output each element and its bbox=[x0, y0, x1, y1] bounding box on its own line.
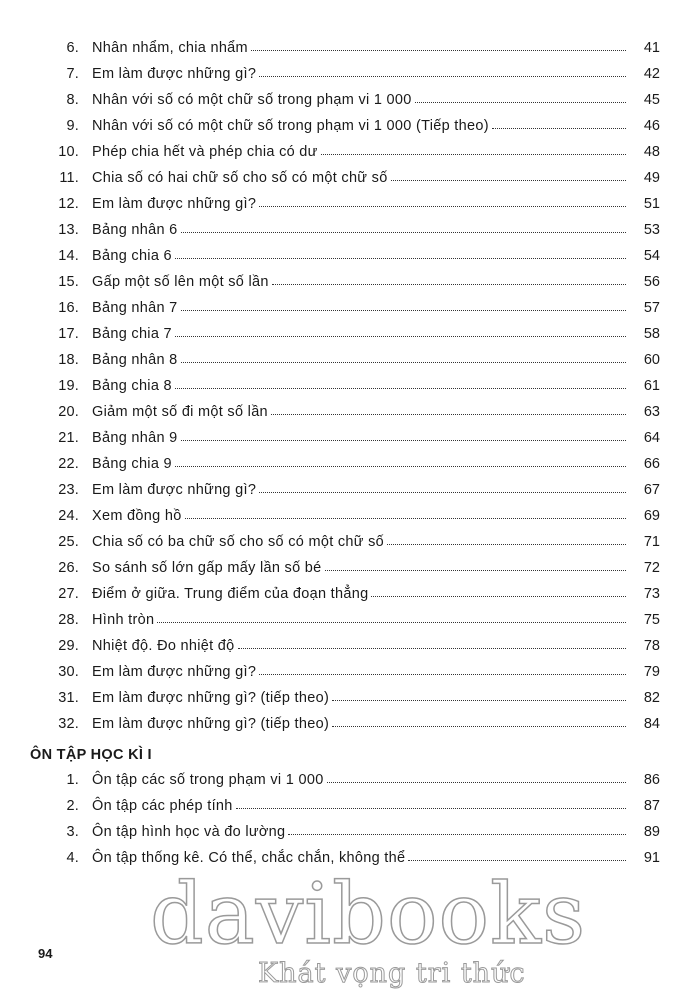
toc-entry bbox=[30, 218, 660, 244]
entry-number: 9. bbox=[66, 118, 79, 134]
entry-label-wrap bbox=[92, 664, 626, 680]
entry-title: Xem đồng hồ bbox=[92, 508, 182, 524]
toc-entry bbox=[30, 322, 660, 348]
dot-leader bbox=[391, 179, 626, 181]
toc-entries-part-2 bbox=[30, 768, 660, 872]
dot-leader bbox=[181, 231, 626, 233]
dot-leader bbox=[185, 517, 626, 519]
dot-leader bbox=[371, 595, 626, 597]
entry-number: 29. bbox=[58, 638, 79, 654]
entry-label-wrap bbox=[92, 118, 626, 134]
entry-title: Bảng nhân 6 bbox=[92, 222, 178, 238]
entry-label-wrap bbox=[92, 508, 626, 524]
entry-number: 23. bbox=[58, 482, 79, 498]
entry-page-number: 66 bbox=[643, 456, 660, 472]
dot-leader bbox=[415, 101, 626, 103]
watermark-tagline: Khát vọng tri thức bbox=[258, 958, 526, 989]
entry-page-number: 82 bbox=[643, 690, 660, 706]
entry-page-number: 84 bbox=[643, 716, 660, 732]
toc-entry bbox=[30, 244, 660, 270]
entry-label-wrap bbox=[92, 586, 626, 602]
dot-leader bbox=[259, 75, 626, 77]
toc-entry bbox=[30, 114, 660, 140]
dot-leader bbox=[157, 621, 626, 623]
entry-label-wrap bbox=[92, 430, 626, 446]
entry-page-number: 48 bbox=[643, 144, 660, 160]
entry-title: Phép chia hết và phép chia có dư bbox=[92, 144, 318, 160]
toc-entry bbox=[30, 296, 660, 322]
dot-leader bbox=[327, 781, 626, 783]
toc-entry bbox=[30, 62, 660, 88]
toc-entry bbox=[30, 556, 660, 582]
toc-entry bbox=[30, 374, 660, 400]
toc-entry bbox=[30, 608, 660, 634]
entry-page-number: 42 bbox=[643, 66, 660, 82]
entry-page-number: 87 bbox=[643, 798, 660, 814]
toc-entry bbox=[30, 686, 660, 712]
dot-leader bbox=[238, 647, 626, 649]
entry-title: Bảng nhân 9 bbox=[92, 430, 178, 446]
entry-page-number: 58 bbox=[643, 326, 660, 342]
toc-entry bbox=[30, 794, 660, 820]
entry-title: Bảng nhân 7 bbox=[92, 300, 178, 316]
entry-number: 16. bbox=[58, 300, 79, 316]
entry-number: 22. bbox=[58, 456, 79, 472]
dot-leader bbox=[325, 569, 627, 571]
entry-number: 11. bbox=[59, 170, 79, 186]
entry-page-number: 54 bbox=[643, 248, 660, 264]
entry-label-wrap bbox=[92, 92, 626, 108]
entry-number: 4. bbox=[66, 850, 79, 866]
entry-title: Chia số có ba chữ số cho số có một chữ số bbox=[92, 534, 385, 550]
table-of-contents bbox=[30, 36, 660, 872]
entry-label-wrap bbox=[92, 612, 626, 628]
entry-label-wrap bbox=[92, 404, 626, 420]
entry-title: Em làm được những gì? bbox=[92, 66, 257, 82]
entry-title: So sánh số lớn gấp mấy lần số bé bbox=[92, 560, 322, 576]
toc-entry bbox=[30, 660, 660, 686]
entry-number: 25. bbox=[58, 534, 79, 550]
entry-title: Ôn tập thống kê. Có thể, chắc chắn, không thể bbox=[92, 850, 406, 866]
entry-label-wrap bbox=[92, 274, 626, 290]
entry-number: 15. bbox=[58, 274, 79, 290]
dot-leader bbox=[271, 413, 626, 415]
entry-number: 6. bbox=[66, 40, 79, 56]
entry-page-number: 53 bbox=[643, 222, 660, 238]
entry-label-wrap bbox=[92, 326, 626, 342]
entry-title: Em làm được những gì? bbox=[92, 196, 257, 212]
entry-number: 7. bbox=[66, 66, 79, 82]
section-title: ÔN TẬP HỌC KÌ I bbox=[30, 747, 152, 763]
entry-number: 31. bbox=[58, 690, 79, 706]
dot-leader bbox=[408, 859, 626, 861]
dot-leader bbox=[387, 543, 626, 545]
entry-page-number: 72 bbox=[643, 560, 660, 576]
dot-leader bbox=[175, 387, 626, 389]
entry-title: Chia số có hai chữ số cho số có một chữ số bbox=[92, 170, 388, 186]
dot-leader bbox=[175, 257, 626, 259]
entry-number: 17. bbox=[58, 326, 79, 342]
dot-leader bbox=[259, 491, 626, 493]
entry-number: 21. bbox=[58, 430, 79, 446]
entry-page-number: 60 bbox=[643, 352, 660, 368]
entry-label-wrap bbox=[92, 456, 626, 472]
entry-label-wrap bbox=[92, 798, 626, 814]
entry-title: Em làm được những gì? bbox=[92, 664, 257, 680]
entry-page-number: 89 bbox=[643, 824, 660, 840]
entry-page-number: 91 bbox=[643, 850, 660, 866]
entry-page-number: 64 bbox=[643, 430, 660, 446]
entry-page-number: 75 bbox=[643, 612, 660, 628]
entry-label-wrap bbox=[92, 824, 626, 840]
entry-number: 8. bbox=[66, 92, 79, 108]
entry-page-number: 49 bbox=[643, 170, 660, 186]
dot-leader bbox=[175, 335, 626, 337]
entry-number: 12. bbox=[58, 196, 79, 212]
entry-page-number: 73 bbox=[643, 586, 660, 602]
entry-title: Nhân với số có một chữ số trong phạm vi 1 000 bbox=[92, 92, 412, 108]
entry-title: Bảng chia 7 bbox=[92, 326, 172, 342]
toc-entry bbox=[30, 140, 660, 166]
entry-label-wrap bbox=[92, 352, 626, 368]
entry-page-number: 56 bbox=[643, 274, 660, 290]
entry-page-number: 79 bbox=[643, 664, 660, 680]
toc-entry bbox=[30, 452, 660, 478]
dot-leader bbox=[181, 361, 626, 363]
dot-leader bbox=[332, 699, 626, 701]
dot-leader bbox=[332, 725, 626, 727]
toc-entries-part-1 bbox=[30, 36, 660, 738]
dot-leader bbox=[259, 205, 626, 207]
entry-number: 28. bbox=[58, 612, 79, 628]
entry-title: Điểm ở giữa. Trung điểm của đoạn thẳng bbox=[92, 586, 369, 602]
toc-entry bbox=[30, 426, 660, 452]
dot-leader bbox=[272, 283, 626, 285]
entry-label-wrap bbox=[92, 772, 626, 788]
entry-title: Bảng nhân 8 bbox=[92, 352, 178, 368]
entry-number: 3. bbox=[66, 824, 79, 840]
entry-number: 24. bbox=[58, 508, 79, 524]
entry-number: 20. bbox=[58, 404, 79, 420]
entry-title: Bảng chia 9 bbox=[92, 456, 172, 472]
dot-leader bbox=[181, 439, 626, 441]
entry-title: Nhiệt độ. Đo nhiệt độ bbox=[92, 638, 235, 654]
entry-title: Em làm được những gì? bbox=[92, 482, 257, 498]
dot-leader bbox=[492, 127, 626, 129]
entry-number: 13. bbox=[58, 222, 79, 238]
entry-number: 2. bbox=[66, 798, 79, 814]
dot-leader bbox=[259, 673, 626, 675]
entry-number: 14. bbox=[58, 248, 79, 264]
entry-label-wrap bbox=[92, 144, 626, 160]
entry-title: Em làm được những gì? (tiếp theo) bbox=[92, 690, 330, 706]
entry-label-wrap bbox=[92, 482, 626, 498]
entry-label-wrap bbox=[92, 690, 626, 706]
entry-label-wrap bbox=[92, 300, 626, 316]
entry-label-wrap bbox=[92, 716, 626, 732]
entry-label-wrap bbox=[92, 170, 626, 186]
entry-title: Hình tròn bbox=[92, 612, 155, 628]
entry-page-number: 57 bbox=[643, 300, 660, 316]
dot-leader bbox=[181, 309, 626, 311]
dot-leader bbox=[321, 153, 626, 155]
toc-entry bbox=[30, 768, 660, 794]
toc-entry bbox=[30, 348, 660, 374]
entry-label-wrap bbox=[92, 66, 626, 82]
toc-entry bbox=[30, 166, 660, 192]
entry-label-wrap bbox=[92, 196, 626, 212]
watermark-logo: davibooks bbox=[150, 865, 587, 963]
section-heading bbox=[30, 738, 660, 768]
entry-title: Bảng chia 6 bbox=[92, 248, 172, 264]
entry-label-wrap bbox=[92, 40, 626, 56]
entry-number: 30. bbox=[58, 664, 79, 680]
entry-title: Nhân nhẩm, chia nhẩm bbox=[92, 40, 248, 56]
dot-leader bbox=[251, 49, 626, 51]
toc-entry bbox=[30, 530, 660, 556]
entry-title: Ôn tập các phép tính bbox=[92, 798, 233, 814]
entry-title: Bảng chia 8 bbox=[92, 378, 172, 394]
toc-entry bbox=[30, 820, 660, 846]
entry-page-number: 86 bbox=[643, 772, 660, 788]
toc-entry bbox=[30, 192, 660, 218]
toc-entry bbox=[30, 582, 660, 608]
dot-leader bbox=[175, 465, 626, 467]
dot-leader bbox=[288, 833, 626, 835]
entry-label-wrap bbox=[92, 638, 626, 654]
toc-entry bbox=[30, 634, 660, 660]
entry-page-number: 61 bbox=[643, 378, 660, 394]
entry-label-wrap bbox=[92, 560, 626, 576]
entry-page-number: 63 bbox=[643, 404, 660, 420]
entry-label-wrap bbox=[92, 534, 626, 550]
entry-label-wrap bbox=[92, 850, 626, 866]
entry-page-number: 71 bbox=[643, 534, 660, 550]
entry-label-wrap bbox=[92, 378, 626, 394]
entry-number: 32. bbox=[58, 716, 79, 732]
toc-entry bbox=[30, 504, 660, 530]
entry-page-number: 45 bbox=[643, 92, 660, 108]
dot-leader bbox=[236, 807, 626, 809]
toc-entry bbox=[30, 712, 660, 738]
entry-number: 27. bbox=[58, 586, 79, 602]
toc-entry bbox=[30, 36, 660, 62]
entry-page-number: 51 bbox=[643, 196, 660, 212]
entry-title: Nhân với số có một chữ số trong phạm vi 1 000 (Tiếp theo) bbox=[92, 118, 489, 134]
entry-title: Giảm một số đi một số lần bbox=[92, 404, 268, 420]
entry-label-wrap bbox=[92, 248, 626, 264]
entry-page-number: 41 bbox=[643, 40, 660, 56]
entry-title: Ôn tập hình học và đo lường bbox=[92, 824, 286, 840]
entry-number: 19. bbox=[58, 378, 79, 394]
toc-entry bbox=[30, 478, 660, 504]
entry-page-number: 78 bbox=[643, 638, 660, 654]
entry-title: Gấp một số lên một số lần bbox=[92, 274, 269, 290]
entry-number: 26. bbox=[58, 560, 79, 576]
entry-title: Em làm được những gì? (tiếp theo) bbox=[92, 716, 330, 732]
entry-number: 10. bbox=[58, 144, 79, 160]
entry-title: Ôn tập các số trong phạm vi 1 000 bbox=[92, 772, 324, 788]
entry-number: 18. bbox=[58, 352, 79, 368]
entry-page-number: 67 bbox=[643, 482, 660, 498]
toc-entry bbox=[30, 270, 660, 296]
entry-label-wrap bbox=[92, 222, 626, 238]
toc-entry bbox=[30, 400, 660, 426]
toc-entry bbox=[30, 88, 660, 114]
entry-number: 1. bbox=[66, 772, 79, 788]
entry-page-number: 69 bbox=[643, 508, 660, 524]
entry-page-number: 46 bbox=[643, 118, 660, 134]
page-number: 94 bbox=[38, 946, 53, 961]
